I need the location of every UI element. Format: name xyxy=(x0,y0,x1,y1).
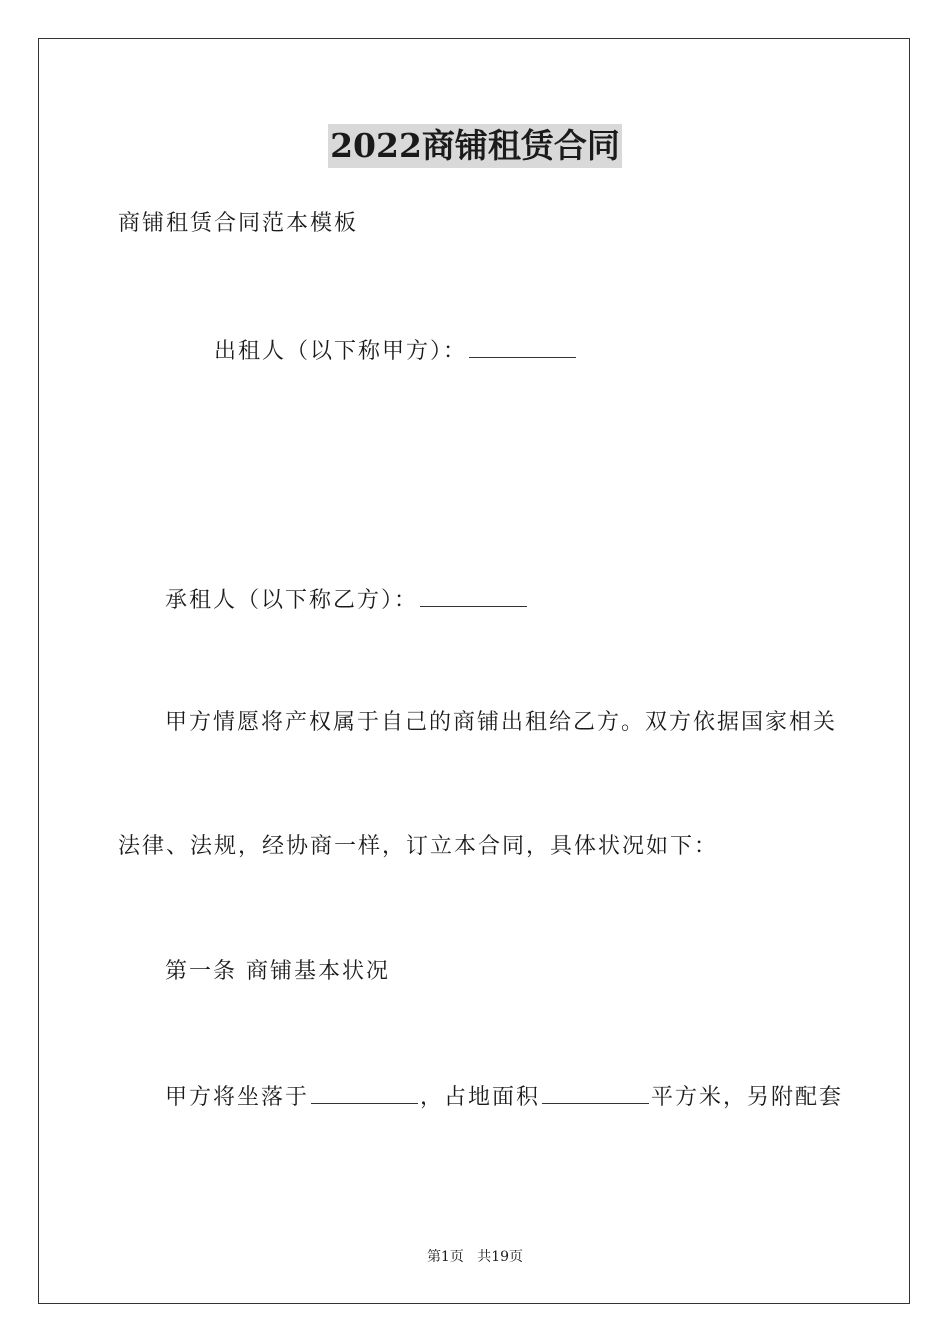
paragraph1-line1: 甲方情愿将产权属于自己的商铺出租给乙方。双方依据国家相关 xyxy=(165,710,838,735)
title-container xyxy=(0,124,950,168)
page-total: 共19页 xyxy=(477,1249,524,1265)
document-title: 2022商铺租赁合同 xyxy=(328,124,622,168)
page-number: 第1页 xyxy=(426,1249,464,1265)
location-blank xyxy=(311,1081,418,1104)
document-subtitle: 商铺租赁合同范本模板 xyxy=(118,211,359,236)
article1-text-part1: 甲方将坐落于 xyxy=(165,1085,310,1110)
lessor-blank xyxy=(469,335,576,358)
page-footer xyxy=(0,1247,950,1267)
lessee-blank xyxy=(420,584,527,607)
lessor-label: 出租人（以下称甲方）： xyxy=(214,339,468,364)
article1-text-part2: ，占地面积 xyxy=(420,1085,541,1110)
article1-heading: 第一条 商铺基本状况 xyxy=(165,959,390,984)
area-blank xyxy=(542,1081,649,1104)
lessee-label: 承租人（以下称乙方）： xyxy=(165,588,419,613)
lessee-line xyxy=(165,584,529,616)
article1-text-line xyxy=(165,1081,843,1113)
lessor-line xyxy=(214,335,578,367)
paragraph1-line2: 法律、法规，经协商一样，订立本合同，具体状况如下： xyxy=(118,834,719,859)
article1-text-part3: 平方米，另附配套 xyxy=(651,1085,844,1110)
